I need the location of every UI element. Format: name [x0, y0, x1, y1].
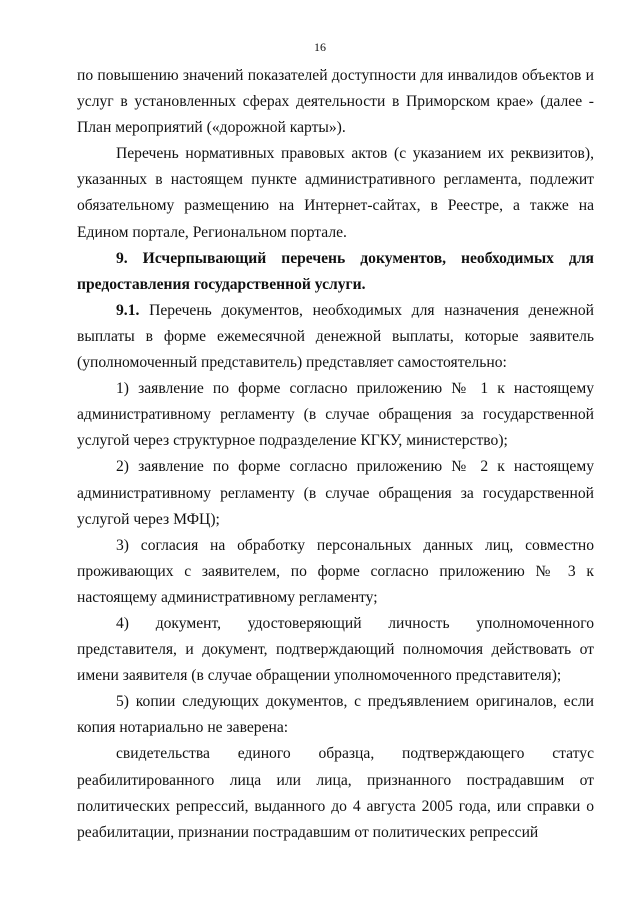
- paragraph-legal-acts: Перечень нормативных правовых актов (с указанием их реквизитов), указанных в настоящем пункте административного регламента, подлежит обязательному размещению на Интернет-сайтах, в Реестре, а также на Едином портале, Региональном портале.: [77, 145, 594, 241]
- list-item-4: 4) документ, удостоверяющий личность уполномоченного представителя, и документ, подтверждающий полномочия действовать от имени заявителя (в случае обращении уполномоченного представителя);: [77, 614, 594, 685]
- paragraph-9-1: [77, 298, 594, 376]
- list-item-2: 2) заявление по форме согласно приложению № 2 к настоящему административному регламенту (в случае обращения за государственной услугой через МФЦ);: [77, 458, 594, 528]
- list-item-3: 3) согласия на обработку персональных данных лиц, совместно проживающих с заявителем, по форме согласно приложению № 3 к настоящему административному регламенту;: [77, 536, 594, 606]
- section-heading-9: 9. Исчерпывающий перечень документов, необходимых для предоставления государственной услуги.: [77, 249, 594, 293]
- paragraph-certificates: свидетельства единого образца, подтверждающего статус реабилитированного лица или лица, признанного пострадавшим от политических репрессий, выданного до 4 августа 2005 года, или справки о реабилитации, признании пострадавшим от политических репрессий: [77, 745, 594, 841]
- page-number: 16: [314, 40, 326, 54]
- list-item-1: 1) заявление по форме согласно приложению № 1 к настоящему административному регламенту (в случае обращения за государственной услугой через структурное подразделение КГКУ, министерство);: [77, 380, 594, 450]
- list-item-5: 5) копии следующих документов, с предъявлением оригиналов, если копия нотариально не заверена:: [77, 693, 594, 737]
- document-body: [77, 63, 594, 846]
- clause-number: 9.1.: [116, 301, 140, 319]
- paragraph-continuation: по повышению значений показателей доступности для инвалидов объектов и услуг в установленных сферах деятельности в Приморском крае» (далее - План мероприятий («дорожной карты»).: [77, 67, 594, 137]
- clause-text: Перечень документов, необходимых для назначения денежной выплаты в форме ежемесячной денежной выплаты, которые заявитель (уполномоченный представитель) представляет самостоятельно:: [77, 301, 594, 372]
